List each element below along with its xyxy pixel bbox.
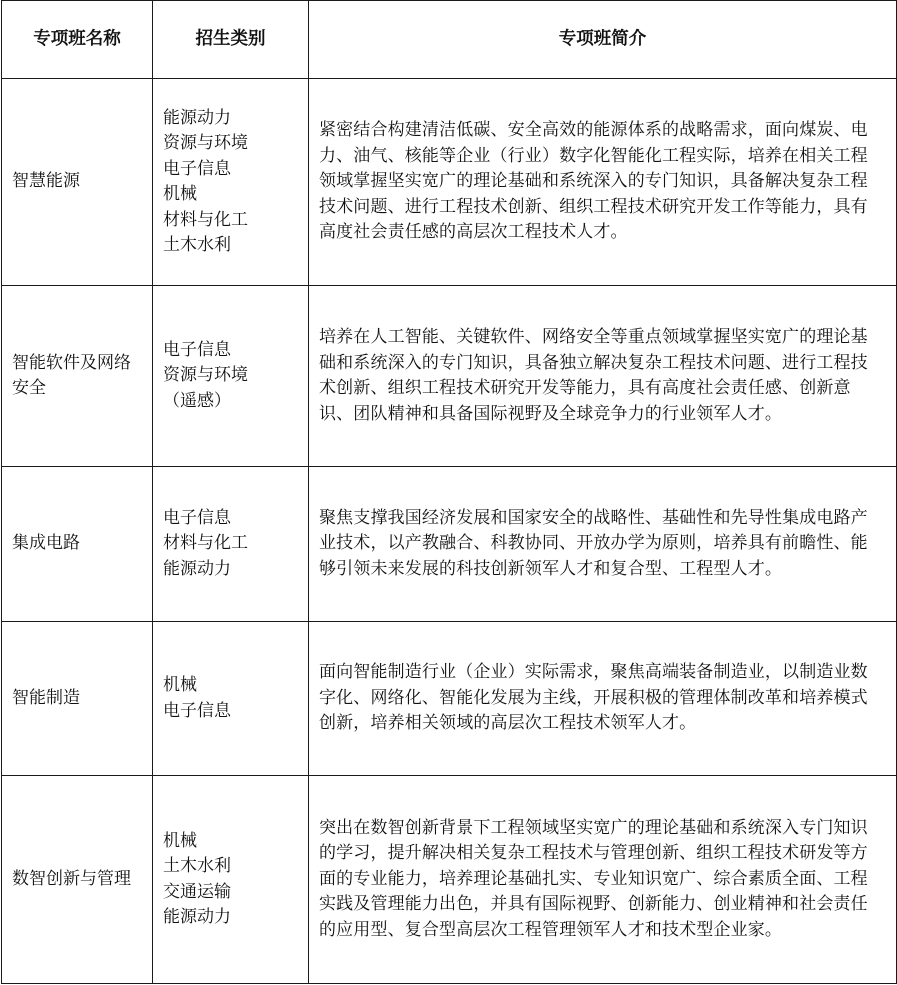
table-row [2,776,897,984]
table-row [2,622,897,776]
program-name: 智能制造 [2,622,153,776]
program-name: 集成电路 [2,467,153,622]
program-intro: 紧密结合构建清洁低碳、安全高效的能源体系的战略需求，面向煤炭、电力、油气、核能等企业（行业）数字化智能化工程实际，培养在相关工程领域掌握坚实宽广的理论基础和系统深入的专门知识，具备解决复杂工程技术问题、进行工程技术创新、组织工程技术研究开发工作等能力，具有高度社会责任感的高层次工程技术人才。 [309,79,897,286]
category-item: 能源动力 [163,907,231,927]
table-row [2,286,897,467]
category-item: 土木水利 [163,856,231,876]
program-name: 数智创新与管理 [2,776,153,984]
enrollment-categories [153,622,309,776]
table-row [2,79,897,286]
program-table [1,0,897,984]
program-intro: 突出在数智创新背景下工程领域坚实宽广的理论基础和系统深入专门知识的学习，提升解决相关复杂工程技术与管理创新、组织工程技术研发等方面的专业能力，培养理论基础扎实、专业知识宽广、综合素质全面、工程实践及管理能力出色，并具有国际视野、创新能力、创业精神和社会责任的应用型、复合型高层次工程管理领军人才和技术型企业家。 [309,776,897,984]
category-item: 电子信息 [163,507,231,528]
enrollment-categories [153,467,309,622]
category-item: 材料与化工 [163,209,248,230]
program-intro: 培养在人工智能、关键软件、网络安全等重点领域掌握坚实宽广的理论基础和系统深入的专门知识，具备独立解决复杂工程技术问题、进行工程技术创新、组织工程技术研究开发等能力，具有高度社会责任感、创新意识、团队精神和具备国际视野及全球竞争力的行业领军人才。 [309,286,897,467]
enrollment-categories [153,286,309,467]
table-header-row [2,1,897,79]
category-item: 机械 [163,184,197,204]
category-item: 机械 [163,830,197,851]
category-item: 能源动力 [163,107,231,128]
category-item: 土木水利 [163,235,231,255]
program-intro: 面向智能制造行业（企业）实际需求，聚焦高端装备制造业，以制造业数字化、网络化、智能化发展为主线，开展积极的管理体制改革和培养模式创新，培养相关领域的高层次工程技术领军人才。 [309,622,897,776]
category-item: 电子信息 [163,339,231,360]
header-program-intro: 专项班简介 [309,1,897,79]
category-item: 电子信息 [163,700,231,721]
category-item: 交通运输 [163,881,231,902]
enrollment-categories [153,79,309,286]
table-row [2,467,897,622]
category-item: 材料与化工 [163,533,248,554]
category-item: 机械 [163,675,197,695]
program-name: 智慧能源 [2,79,153,286]
program-name: 智能软件及网络安全 [2,286,153,467]
category-item: 资源与环境 [163,133,248,153]
program-intro: 聚焦支撑我国经济发展和国家安全的战略性、基础性和先导性集成电路产业技术，以产教融合、科教协同、开放办学为原则，培养具有前瞻性、能够引领未来发展的科技创新领军人才和复合型、工程型人才。 [309,467,897,622]
category-item: 能源动力 [163,558,231,579]
category-item: （遥感） [163,390,231,411]
enrollment-categories [153,776,309,984]
header-program-name: 专项班名称 [2,1,153,79]
header-enrollment-category: 招生类别 [153,1,309,79]
category-item: 电子信息 [163,158,231,179]
category-item: 资源与环境 [163,365,248,386]
